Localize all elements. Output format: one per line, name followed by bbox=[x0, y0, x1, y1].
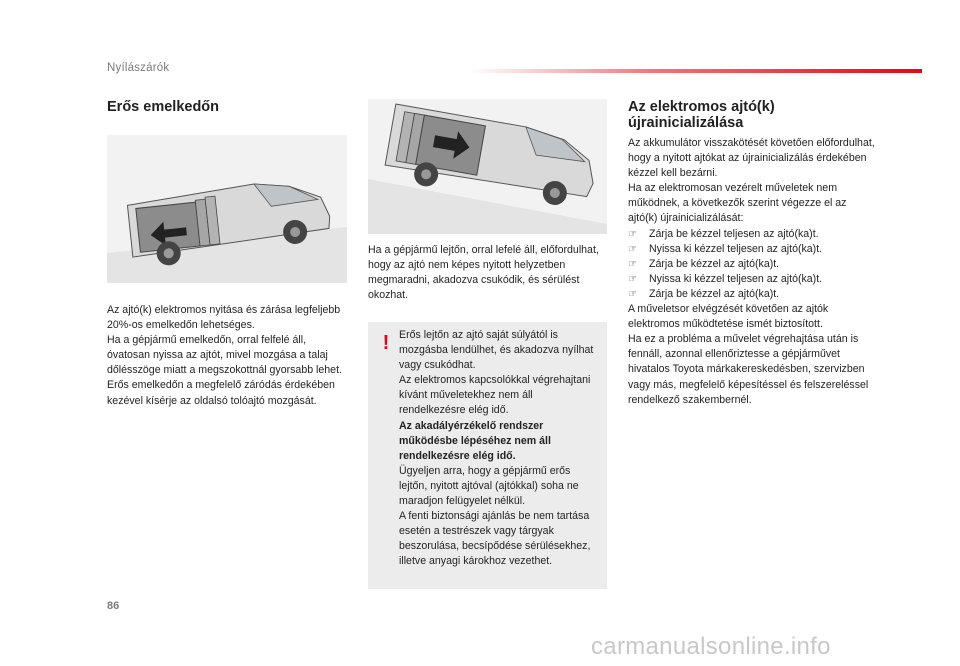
step-list bbox=[628, 227, 878, 302]
right-body-text bbox=[628, 136, 878, 408]
left-paragraph: Ha a gépjármű emelkedőn, orral felfelé áll, óvatosan nyissa az ajtót, mivel mozgása a talaj dőlésszöge miatt a megszokottnál gyorsabb lehet. bbox=[107, 334, 342, 377]
heading-reinit bbox=[628, 99, 888, 131]
step-item bbox=[628, 227, 878, 242]
step-text: Nyissa ki kézzel teljesen az ajtó(ka)t. bbox=[649, 242, 823, 255]
right-intro: Az akkumulátor visszakötését követően előfordulhat, hogy a nyitott ajtókat az újrainicializálás érdekében kézzel kell bezárni. bbox=[628, 137, 875, 180]
right-outro: A műveletsor elvégzését követően az ajtók elektromos működtetése ismét biztosított. bbox=[628, 303, 829, 331]
warning-paragraph: Az elektromos kapcsolókkal végrehajtani kívánt műveletekhez nem áll rendelkezésre elég idő. bbox=[399, 374, 591, 417]
step-item bbox=[628, 242, 878, 257]
pointing-hand-icon: ☞ bbox=[628, 288, 637, 300]
header-rule bbox=[470, 69, 922, 73]
warning-paragraph: Ügyeljen arra, hogy a gépjármű erős lejtőn, nyitott ajtóval (ajtókkal) soha ne maradjon felügyelet nélkül. bbox=[399, 464, 579, 508]
step-text: Zárja be kézzel az ajtó(ka)t. bbox=[649, 287, 780, 300]
right-intro2: Ha az elektromosan vezérelt műveletek nem működnek, a következők szerint végezze el az ajtó(k) újrainicializálását: bbox=[628, 182, 847, 225]
pointing-hand-icon: ☞ bbox=[628, 243, 637, 255]
watermark: carmanualsonline.info bbox=[591, 633, 831, 660]
page-number: 86 bbox=[107, 600, 120, 612]
middle-paragraph: Ha a gépjármű lejtőn, orral lefelé áll, előfordulhat, hogy az ajtó nem képes nyitott helyzetben megmaradni, akadozva csukódik, és sérülést okozhat. bbox=[368, 244, 599, 302]
pointing-hand-icon: ☞ bbox=[628, 258, 637, 270]
step-text: Zárja be kézzel az ajtó(ka)t. bbox=[649, 257, 780, 270]
pointing-hand-icon: ☞ bbox=[628, 228, 637, 240]
heading-reinit-line2: újrainicializálása bbox=[628, 115, 744, 131]
pointing-hand-icon: ☞ bbox=[628, 273, 637, 285]
heading-uphill: Erős emelkedőn bbox=[107, 99, 220, 115]
warning-paragraph: Erős lejtőn az ajtó saját súlyától is mozgásba lendülhet, és akadozva nyílhat vagy csukódhat. bbox=[399, 329, 594, 372]
section-title: Nyílászárók bbox=[107, 62, 170, 74]
left-paragraph: Erős emelkedőn a megfelelő záródás érdekében kezével kísérje az oldalsó tolóajtó mozgását. bbox=[107, 379, 335, 407]
illustration-van-downhill bbox=[368, 99, 607, 234]
step-item bbox=[628, 287, 878, 302]
warning-text bbox=[399, 328, 599, 570]
step-text: Zárja be kézzel teljesen az ajtó(ka)t. bbox=[649, 227, 819, 240]
step-item bbox=[628, 257, 878, 272]
illustration-van-uphill bbox=[107, 135, 347, 283]
step-item bbox=[628, 272, 878, 287]
left-paragraph: Az ajtó(k) elektromos nyitása és zárása legfeljebb 20%-os emelkedőn lehetséges. bbox=[107, 304, 341, 332]
heading-reinit-line1: Az elektromos ajtó(k) bbox=[628, 99, 775, 115]
left-body-text bbox=[107, 303, 347, 409]
exclamation-icon: ! bbox=[382, 332, 390, 354]
step-text: Nyissa ki kézzel teljesen az ajtó(ka)t. bbox=[649, 272, 823, 285]
warning-box bbox=[368, 322, 607, 589]
warning-paragraph: A fenti biztonsági ajánlás be nem tartása esetén a testrészek vagy tárgyak beszorulása, becsípődése sérülésekhez, illetve anyagi károkhoz vezethet. bbox=[399, 510, 591, 568]
warning-paragraph-bold: Az akadályérzékelő rendszer működésbe lépéséhez nem áll rendelkezésre elég idő. bbox=[399, 419, 551, 462]
right-outro: Ha ez a probléma a művelet végrehajtása után is fennáll, azonnal ellenőriztesse a gépjárművet hivatalos Toyota márkakereskedésben, szervizben vagy más, megfelelő képesítéssel és felszereléssel rendelkező szakembernél. bbox=[628, 333, 869, 406]
